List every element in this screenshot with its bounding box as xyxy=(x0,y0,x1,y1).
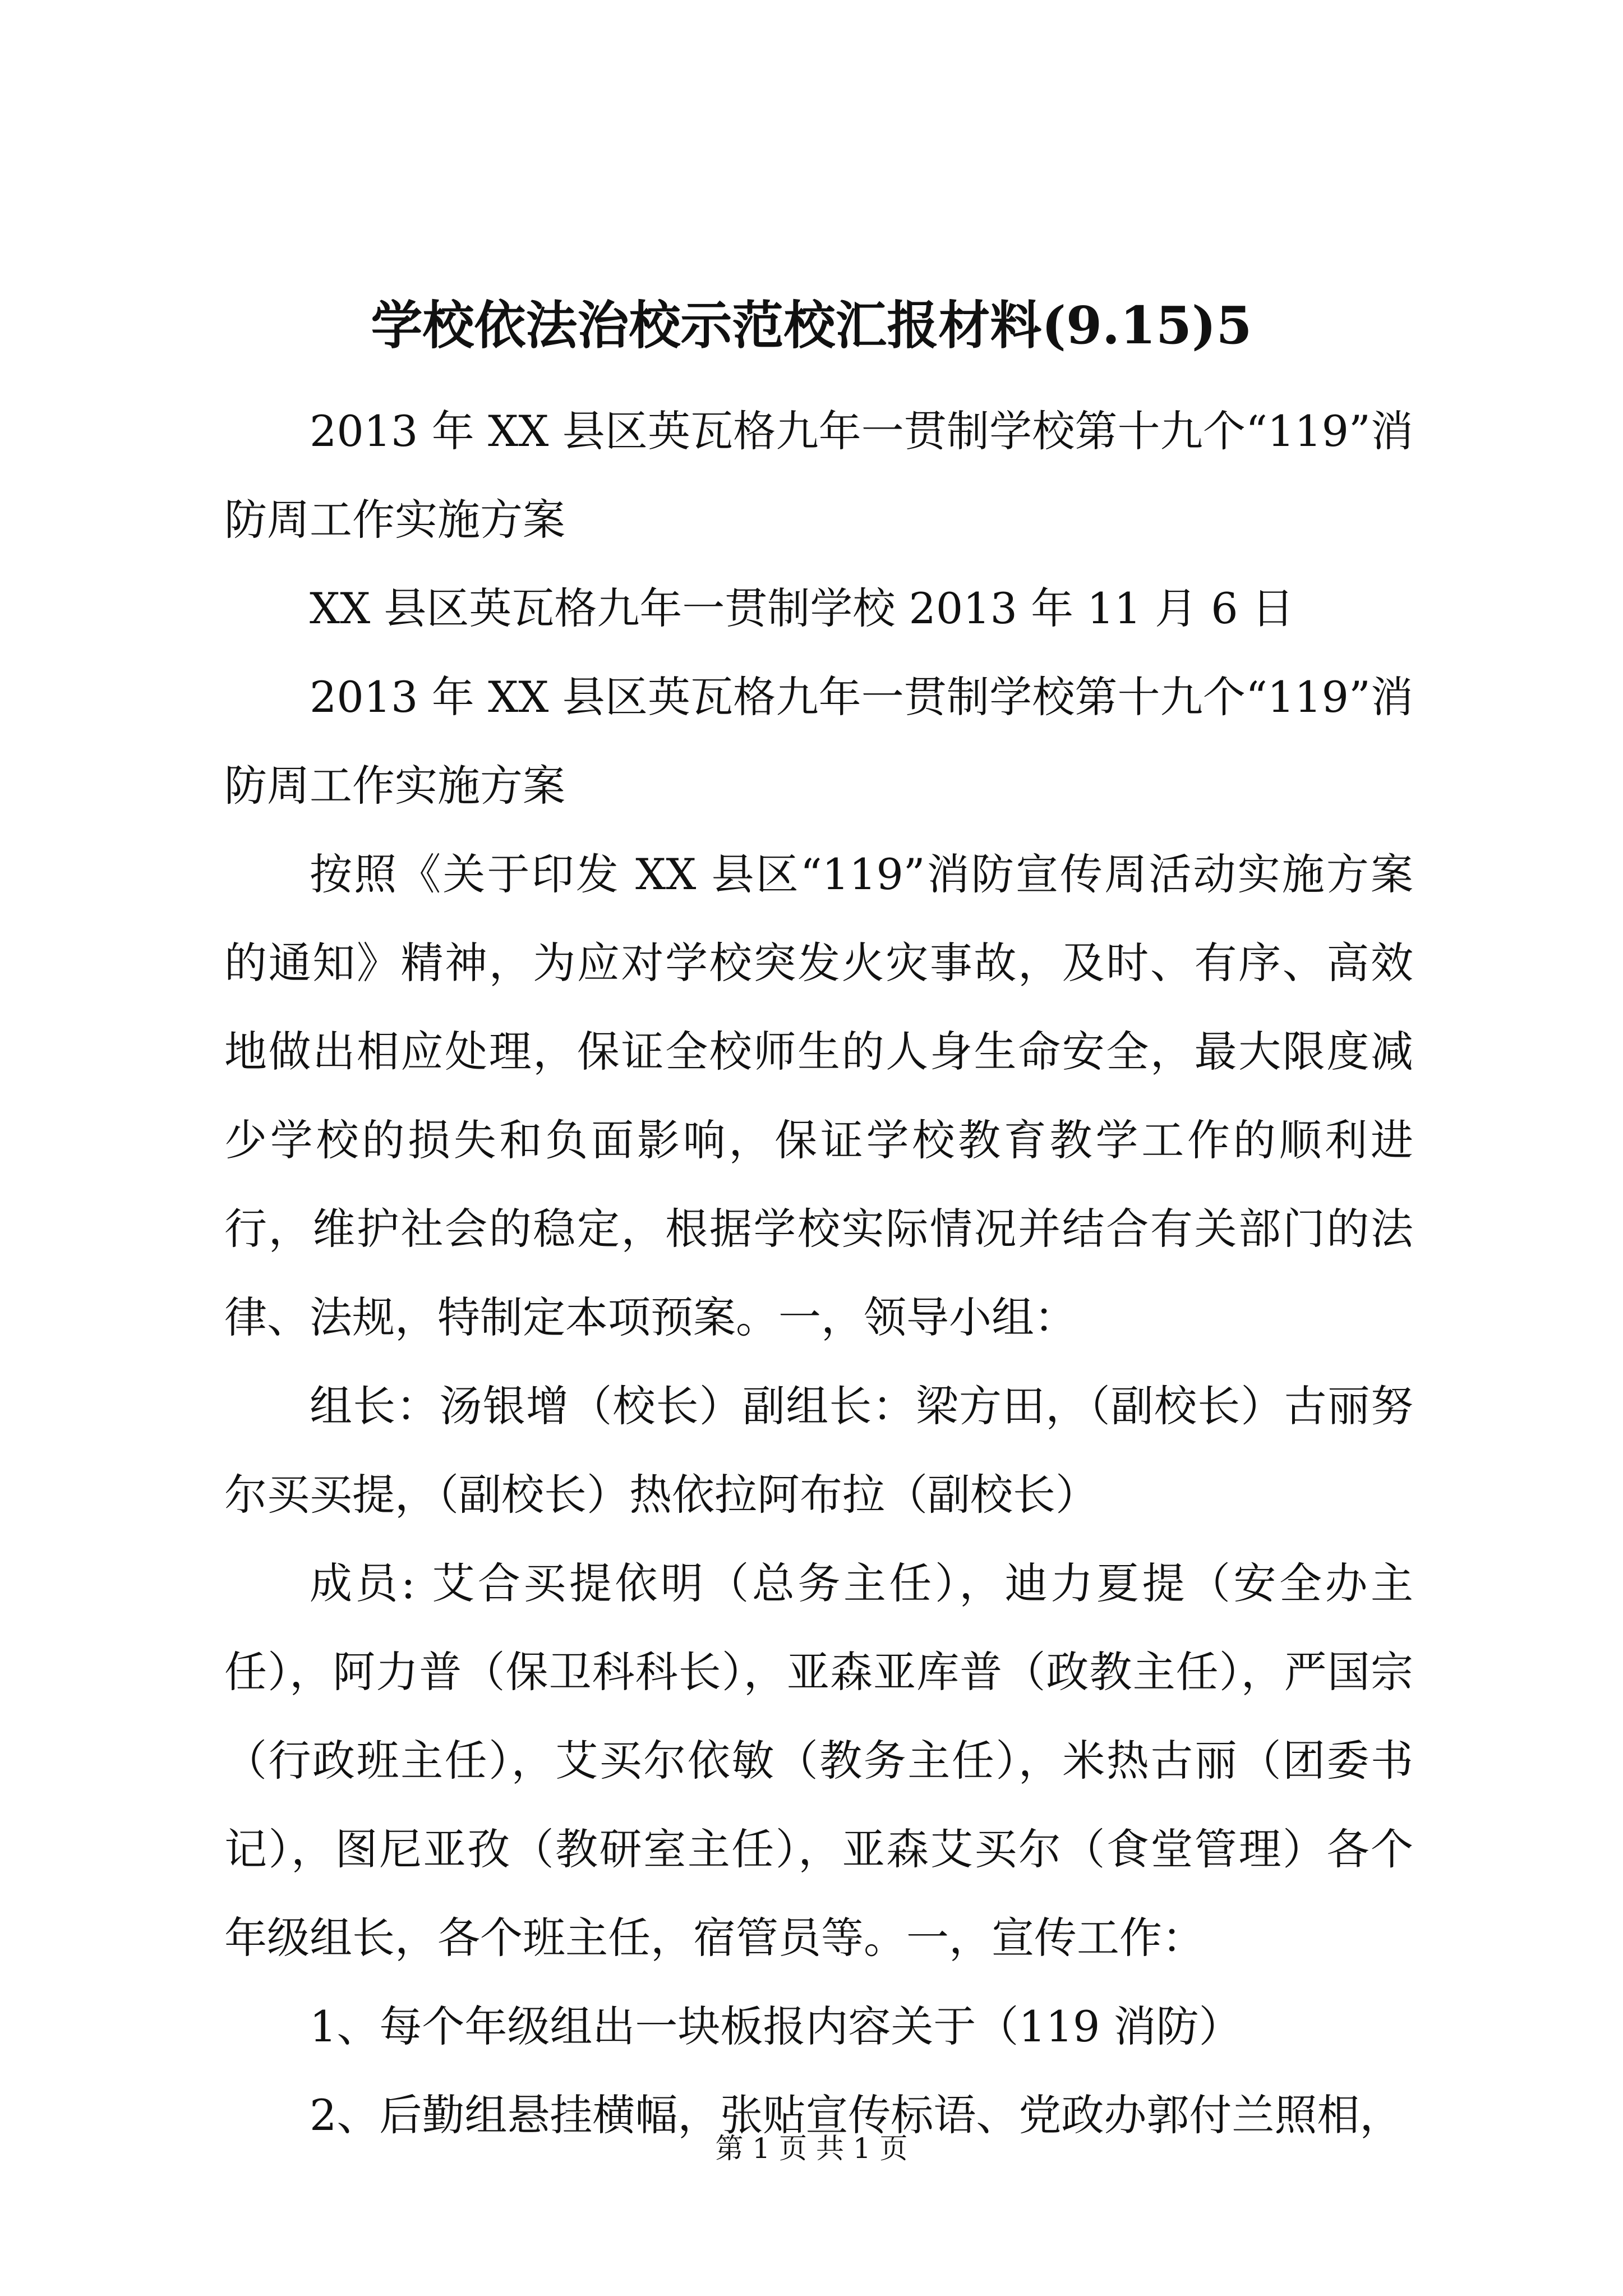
paragraph-item-1: 1、每个年级组出一块板报内容关于（119 消防） xyxy=(310,2001,1242,2051)
document-title: 学校依法治校示范校汇报材料(9.15)5 xyxy=(371,295,1252,356)
paragraph-school-date: XX 县区英瓦格九年一贯制学校 2013 年 11 月 6 日 xyxy=(310,583,1294,633)
paragraph-plan-title: 2013 年 XX 县区英瓦格九年一贯制学校第十九个“119”消防周工作实施方案 xyxy=(224,406,1413,545)
paragraph-intro: 按照《关于印发 XX 县区“119”消防宣传周活动实施方案的通知》精神，为应对学校突发火灾事故，及时、有序、高效地做出相应处理，保证全校师生的人身生命安全，最大限度减少学校的损失和负面影响，保证学校教育教学工作的顺利进行，维护社会的稳定，根据学校实际情况并结合有关部门的法律、法规，特制定本项预案。一，领导小组： xyxy=(224,849,1413,1342)
paragraph-plan-title-repeat: 2013 年 XX 县区英瓦格九年一贯制学校第十九个“119”消防周工作实施方案 xyxy=(224,672,1413,811)
paragraph-members: 成员: 艾合买提依明（总务主任），迪力夏提（安全办主任），阿力普（保卫科科长），亚森亚库普（政教主任），严国宗（行政班主任），艾买尔依敏（教务主任），米热古丽（团委书记），图尼亚孜（教研室主任），亚森艾买尔（食堂管理）各个年级组长，各个班主任，宿管员等。一，宣传工作： xyxy=(224,1558,1413,1963)
document-body xyxy=(224,387,1413,2160)
paragraph-item-2: 2、后勤组悬挂横幅，张贴宣传标语、党政办郭付兰照相， xyxy=(310,2090,1403,2140)
page-footer: 第 1 页 共 1 页 xyxy=(715,2132,908,2165)
paragraph-leaders: 组长：汤银增（校长）副组长：梁方田，（副校长）古丽努尔买买提，（副校长）热依拉阿布拉（副校长） xyxy=(224,1381,1413,1520)
